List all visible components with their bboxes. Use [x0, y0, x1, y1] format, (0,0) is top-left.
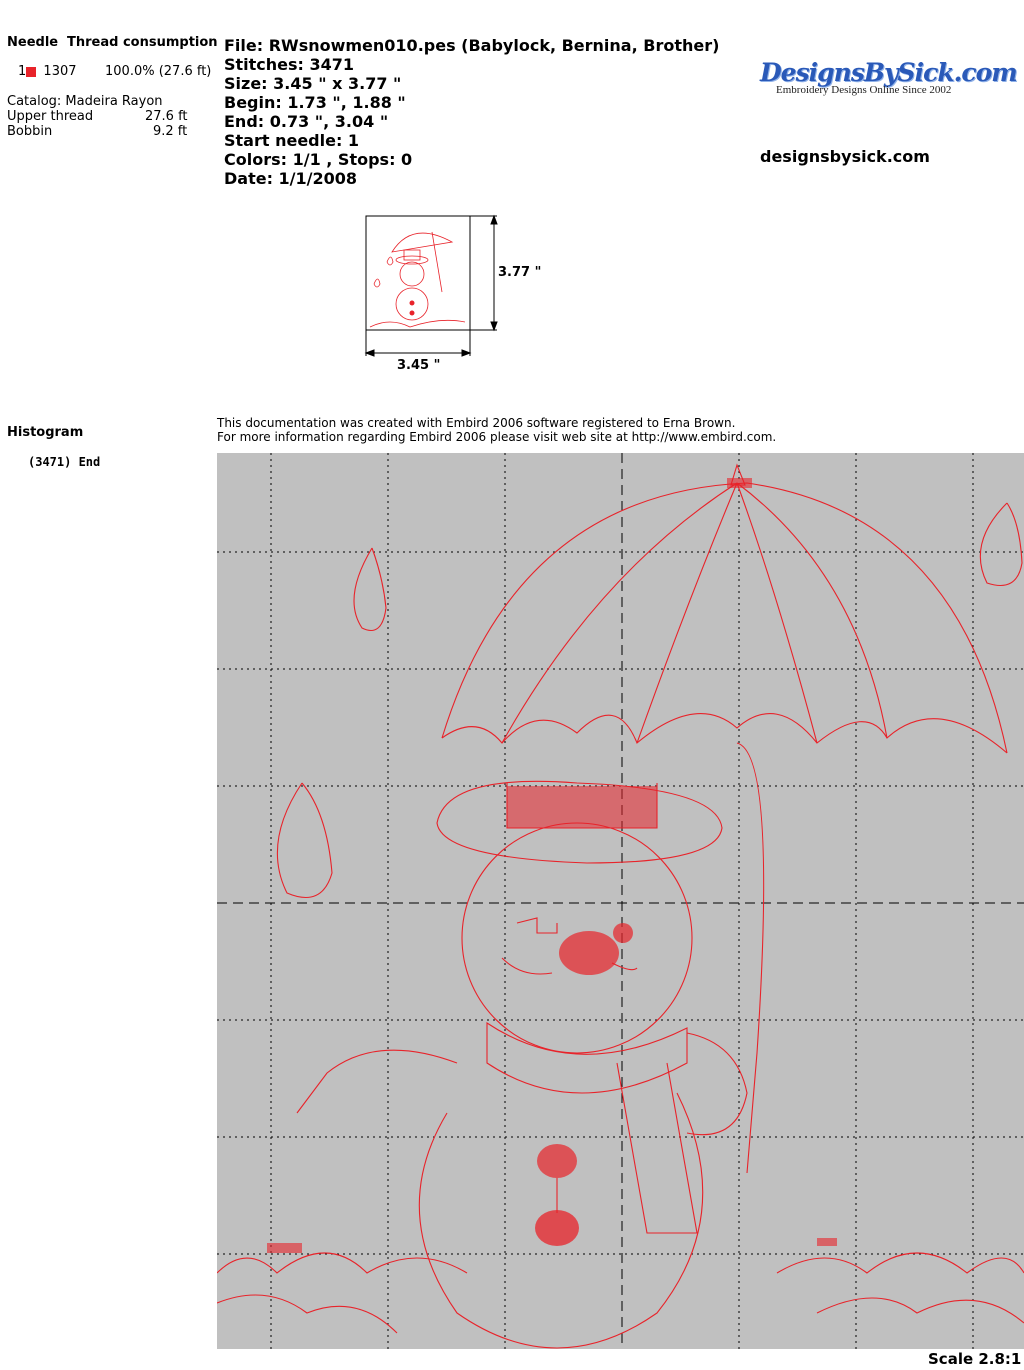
stitch-count: Stitches: 3471: [224, 55, 355, 74]
upper-thread-label: Upper thread: [7, 109, 94, 124]
doc-notes: [217, 416, 776, 444]
brand-logo-text: DesignsBySick.com: [760, 58, 1017, 87]
design-canvas: [217, 453, 1024, 1349]
thread-consumption-header: Thread consumption: [67, 35, 218, 50]
design-thumbnail: [362, 212, 547, 377]
begin-point: Begin: 1.73 ", 1.88 ": [224, 93, 406, 112]
doc-note-line-2: For more information regarding Embird 2006 please visit web site at http://www.embird.com.: [217, 430, 777, 444]
design-drawing: [217, 453, 1024, 1349]
needle-row: [18, 64, 77, 79]
snowman-outline: [217, 465, 1024, 1348]
needle-consumption: 100.0% (27.6 ft): [105, 64, 212, 79]
design-date: Date: 1/1/2008: [224, 169, 358, 188]
bobbin-value: 9.2 ft: [153, 124, 188, 139]
brand-site: designsbysick.com: [760, 147, 930, 166]
start-needle: Start needle: 1: [224, 131, 360, 150]
color-swatch: [26, 67, 36, 77]
histogram-title: Histogram: [7, 425, 84, 440]
center-axes: [217, 453, 1024, 1349]
catalog-label: Catalog: Madeira Rayon: [7, 94, 163, 109]
scale-label: Scale 2.8:1: [928, 1350, 1022, 1368]
histogram-entry: (3471) End: [28, 455, 101, 469]
upper-thread-value: 27.6 ft: [145, 109, 188, 124]
design-info: [224, 36, 719, 188]
doc-note-line-1: This documentation was created with Embird 2006 software registered to Erna Brown.: [217, 416, 736, 430]
colors-stops: Colors: 1/1 , Stops: 0: [224, 150, 413, 169]
thumbnail-width-label: 3.45 ": [397, 358, 441, 373]
brand-tagline: Embroidery Designs Online Since 2002: [776, 84, 952, 96]
needle-stitches: 1307: [43, 64, 77, 79]
needle-number: 1: [18, 64, 27, 79]
end-point: End: 0.73 ", 3.04 ": [224, 112, 389, 131]
file-name: File: RWsnowmen010.pes (Babylock, Bernina, Brother): [224, 36, 720, 55]
design-size: Size: 3.45 " x 3.77 ": [224, 74, 402, 93]
grid-lines: [217, 453, 1024, 1349]
brand-logo: [760, 58, 1017, 96]
thumbnail-height-label: 3.77 ": [498, 265, 542, 280]
needle-header: Needle: [7, 35, 59, 50]
bobbin-label: Bobbin: [7, 124, 53, 139]
